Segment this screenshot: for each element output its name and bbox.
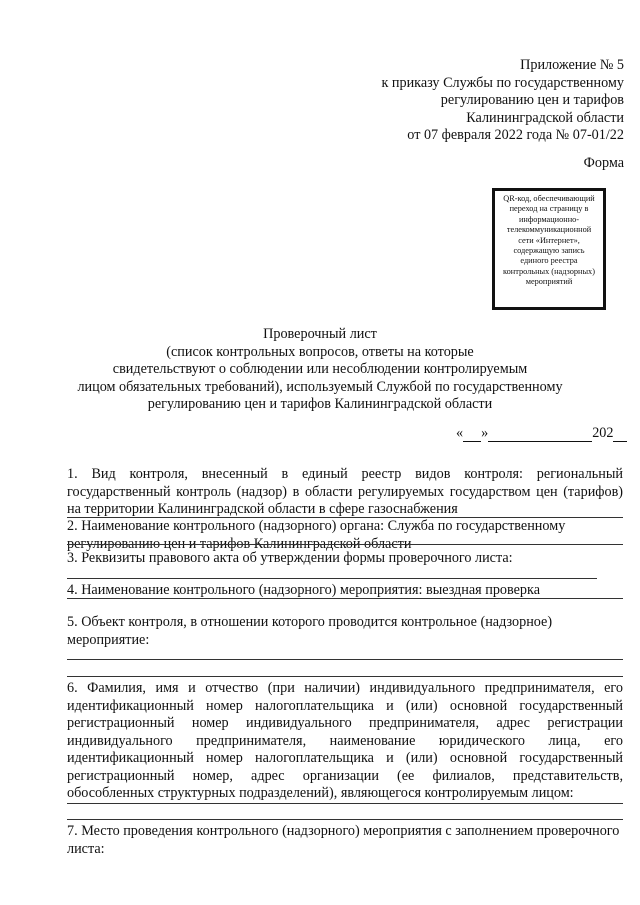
date-day-blank (463, 427, 481, 442)
header-line-regulation: регулированию цен и тарифов (440, 92, 624, 108)
qr-code-placeholder (492, 188, 606, 310)
title-line-4: лицом обязательных требований), используемый Службой по государственному (77, 378, 563, 395)
section-6-blank-line-2 (67, 819, 623, 820)
section-5 (67, 614, 623, 649)
date-month-blank (488, 427, 592, 442)
header-line-order: к приказу Службы по государственному (381, 74, 624, 91)
section-2-underline (67, 544, 623, 545)
section-6-text: 6. Фамилия, имя и отчество (при наличии) индивидуального предпринимателя, его идентификационный номер налогоплательщика и (или) основной государственный регистрационный номер индивидуального предпринимателя, адрес регистрации индивидуального предпринимателя, наименование юридического лица, его идентификационный номер налогоплательщика и (или) основной государственный регистрационный номер, адрес организации (ее филиалов, представительств, обособленных структурных подразделений), являющегося контролируемым лицом: (67, 680, 623, 801)
section-3 (67, 550, 623, 568)
section-4-underline (67, 598, 623, 599)
section-6 (67, 680, 623, 803)
header-line-date: от 07 февраля 2022 года № 07-01/22 (407, 127, 624, 143)
section-6-blank-line-1 (67, 803, 623, 804)
section-5-blank-line-2 (67, 676, 623, 677)
title-line-3: свидетельствуют о соблюдении или несоблюдении контролируемым (112, 361, 528, 377)
title-line-2: (список контрольных вопросов, ответы на которые (166, 343, 474, 360)
date-close-quote: » (481, 425, 489, 441)
title-line-5: регулированию цен и тарифов Калининградской области (147, 396, 493, 412)
date-year-prefix: 202 (592, 425, 614, 441)
section-7-text: 7. Место проведения контрольного (надзорного) мероприятия с заполнением проверочного листа: (67, 823, 620, 857)
section-3-blank-line (67, 578, 597, 579)
section-4 (67, 582, 623, 600)
section-1 (67, 466, 623, 519)
section-2 (67, 518, 623, 553)
section-1-text: 1. Вид контроля, внесенный в единый реестр видов контроля: региональный государственный контроль (надзор) в области регулируемых государством цен (тарифов) на территории Калининградской области в сфере газоснабжения (67, 466, 623, 517)
header-line-appendix: Приложение № 5 (520, 57, 624, 73)
qr-placeholder-text: QR-код, обеспечивающий переход на страницу в информационно-телекоммуникационной сети «Интернет», содержащую запись единого реестра контрольных (надзорных) мероприятий (503, 194, 595, 287)
header-line-region: Калининградской области (466, 109, 624, 126)
section-4-text: 4. Наименование контрольного (надзорного) мероприятия: выездная проверка (67, 582, 540, 598)
section-3-text: 3. Реквизиты правового акта об утверждении формы проверочного листа: (67, 550, 513, 566)
document-title (40, 326, 600, 414)
section-5-text: 5. Объект контроля, в отношении которого проводится контрольное (надзорное) мероприятие: (67, 614, 553, 648)
date-open-quote: « (456, 425, 464, 441)
title-line-1: Проверочный лист (263, 326, 377, 342)
date-year-blank (613, 427, 627, 442)
section-2-text: 2. Наименование контрольного (надзорного) органа: Служба по государственному регулированию цен и тарифов Калининградской области (67, 518, 566, 552)
date-line (456, 425, 627, 442)
section-7 (67, 823, 623, 858)
header-block (381, 57, 624, 145)
section-5-blank-line-1 (67, 659, 623, 660)
form-label: Форма (583, 155, 624, 171)
